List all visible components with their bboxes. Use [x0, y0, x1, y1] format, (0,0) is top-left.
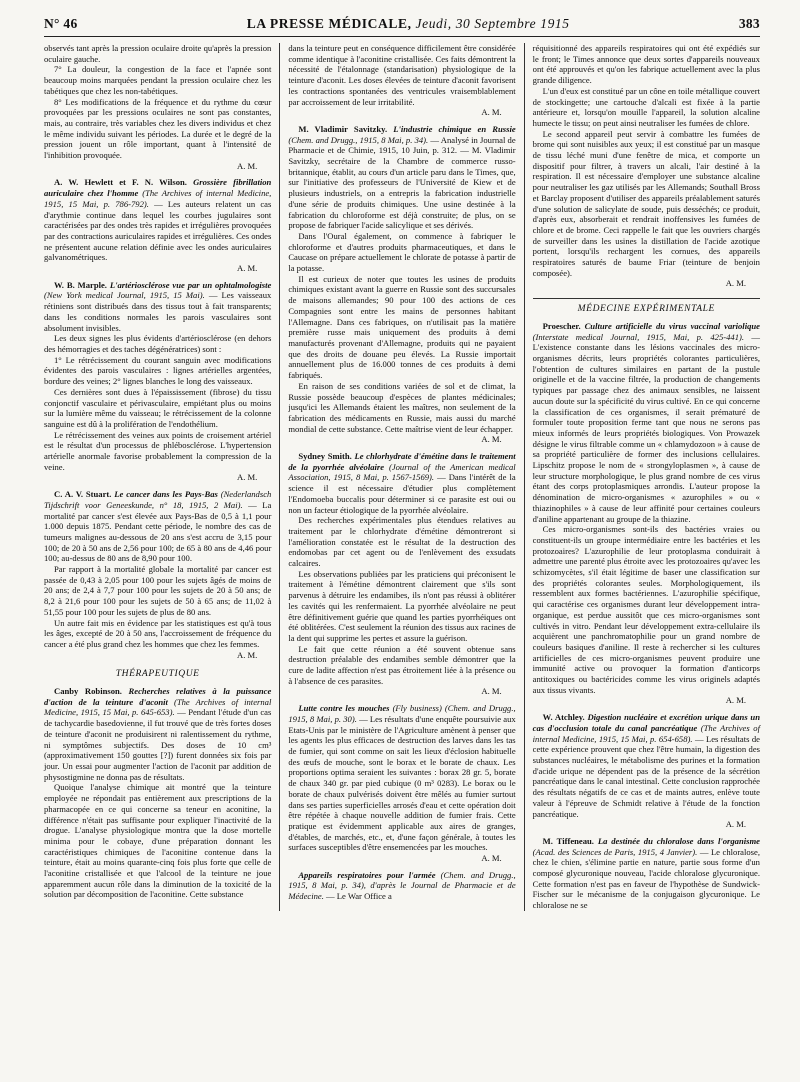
article-author: M. Tiffeneau. [542, 835, 594, 846]
article-source: (Fly business) (Chem. and Drugg., 1915, 8 Mai, p. 30). [288, 703, 516, 724]
article-author: A. W. Hewlett et F. N. Wilson. [54, 177, 187, 188]
article-author: C. A. V. Stuart. [54, 489, 112, 500]
paragraph: Les observations publiées par les praticiens qui préconisent le traitement à l'émétine démontrent clairement que s'ils sont parvenus à détruire les endamibes, ils n'ont pas réussi à oblitérer les cavités qui les renfermaient. La pyorrhée alvéolaire ne peut être définitivement guérie que quand les parties pyorrhéiques ont été oblitérées. C'est seulement la réunion des tissus aux racines de la dent qui supprime les pertes et assure la guérison. [288, 568, 516, 643]
signature: A. M. [481, 107, 502, 118]
masthead [44, 16, 760, 37]
article-text: Les résultats de cette expérience prouvent que chez l'être humain, la digestion des substances nucléaires, le métabolisme des purines et la formation d'acide urique ne dépendent pas de la présence de la sécrétion pancréatique dans le canal intestinal. Cette conclusion rapprochée des résultats négatifs de ce cas et de maints autres, enlève toute valeur à l'épreuve de Schmidt relative à l'étude de la fonction pancréatique. [532, 733, 760, 819]
article-author: Proescher. [542, 320, 581, 331]
signature: A. M. [237, 263, 258, 274]
signature: A. M. [237, 649, 258, 660]
paragraph: En raison de ses conditions variées de sol et de climat, la Russie possède beaucoup d'espèces de plantes médicinales; jusqu'ici les Allemands étaient les maîtres, non seulement de la fabrication des médicaments en Russie, mais aussi du marché mondial de cette substance. Cette maîtrise vient de leur échapper. [288, 380, 516, 434]
article-title: L'artériosclérose vue par un ophtalmologiste [109, 279, 272, 290]
paragraph: Par rapport à la mortalité globale la mortalité par cancer est passée de 0,43 à 2,05 pour 100 pour les sujets âgés de moins de 20 ans; de 2,4 à 7,7 pour 100 pour les sujets de 20 à 50 ans; de 8,2 à 21,6 pour 100 pour les sujets de 50 à 65 ans; de 11,02 à 51,55 pour 100 pour les sujets de plus de 80 ans. [44, 564, 272, 617]
section-heading-therapeutique: THÉRAPEUTIQUE [115, 669, 200, 680]
paragraph: Il est curieux de noter que toutes les usines de produits chimiques existant avant la guerre en Russie sont des succursales de maisons allemandes; 90 pour 100 des actions de ces Compagnies sont entre les mains de personnes habitant l'Allemagne. Dans ces fabriques, on n'utilisait pas la matière première russe mais uniquement des produits à demi manufacturés provenant d'Allemagne, produits qui ne payaient que des droits de douane peu élevés. La Russie importait annuellement plus de 16.000 tonnes de ces produits à demi fabriqués. [288, 273, 516, 381]
article-source: (Journal of the American medical Association, 1915, 8 Mai, p. 1567-1569). [288, 461, 516, 483]
article-title: Lutte contre les mouches [298, 703, 390, 714]
article-text: Les résultats d'une enquête poursuivie aux Etats-Unis par le ministère de l'Agriculture amènent à penser que les agents les plus efficaces de destruction des larves dans les tas de fumier, qui sont comme on sait les lieux d'éclosion habituelle des œufs de mouche, sont le borax et le borate de chaux. Les proportions optima seraient les suivantes : borax 28 gr. 5, borate de chaux 340 gr. par pied cubique (0 m³ 0283). Le borax ou le borate de chaux pulvérisés doivent être mêlés au fumier surtout dans ses parties superficielles arrosés d'eau et cette opération doit être répétée à chaque nouvelle addition de fumier frais. Cette pratique est évidemment applicable aux aires de granges, d'étables, de marchés, etc., et, d'une façon générale, à toutes les surfaces susceptibles d'être ensemencées par les mouches. [288, 713, 516, 853]
article-tiffeneau: M. Tiffeneau. La destinée du chloralose dans l'organisme (Acad. des Sciences de Paris, 1915, 4 Janvier). — Le chloralose, chez le chien, s'élimine partie en nature, partie sous forme d'un composé glycuronique nouveau, l'acide chloralose glycuronique. Cette formation n'est pas en faveur de l'hypothèse de Sundwick-Fischer sur le mécanisme de la conjugaison glycuronique. Le chloralose ne se [532, 835, 760, 911]
article-title: Digestion nucléaire et excrétion urique dans un cas d'occlusion totale du canal pancréatique [532, 712, 760, 733]
article-source: (Nederlandsch Tijdschrift voor Geneeskunde, n° 18, 1915, 2 Mai). [44, 489, 272, 510]
paragraph: Le fait que cette réunion a été souvent obtenue sans destruction préalable des endamibes semble démontrer que la cure de ladite affection n'est pas étroitement liée à la présence ou à l'absence de ces parasites. [288, 643, 516, 686]
paragraph: Le second appareil peut servir à combattre les fumées de brome qui sont nuisibles aux yeux; il est constitué par un masque de tissu léché muni d'une fenêtre de mica, et comporte un dispositif pour filtrer, à travers un alcali, l'air destiné à la respiration. Il est nécessaire d'employer une substance alcaline pour neutraliser les gaz utilisés par les Allemands; Southall Bross et Barclay proposent d'utiliser des appareils préalablement saturés d'une solution de salicylate de soude, puis desséchés; ce produit, d'après eux, absorberait et rendrait inoffensives les fumées de chlore et de brome. Ceci rappelle le fait que les ouvriers chargés de surveiller dans les usines la distillation de l'acide azotique portent, lorsqu'ils rechargent les cornues, des appareils respiratoires saturés de baume Friar (teinture de benjoin composée). [532, 128, 760, 278]
article-text: Les auteurs relatent un cas d'arythmie continue dans lequel les courbes jugulaires sont caractérisées par des ondes très rapides et irrégulières provoquées par des contractions auriculaires rapides et irrégulières. Ces ondes ne présentent aucune relation définie avec les ondes auriculaires galvanométriques. [44, 198, 272, 263]
article-source: (Acad. des Sciences de Paris, 1915, 4 Janvier). [532, 846, 698, 857]
issue-number: N° 46 [44, 16, 78, 31]
journal-title: LA PRESSE MÉDICALE [246, 16, 408, 31]
paragraph: réquisitionné des appareils respiratoires qui ont été expédiés sur le front; le Times annonce que deux sortes d'appareils nouveaux ont été approuvés et qu'on les fabrique actuellement avec la plus grande diligence. [532, 43, 760, 86]
columns [44, 43, 760, 911]
paragraph: Quoique l'analyse chimique ait montré que la teinture employée ne répondait pas entièrement aux prescriptions de la pharmacopée en ce qui concerne sa teneur en aconitine, la différence n'était pas suffisante pour expliquer l'inactivité de la drogue. L'analyse physiologique montra que la dose mortelle minima pour le cobaye, d'une préparation donnant les caractéristiques chimiques de l'aconitine contenue dans la teinture, était au moins quarante-cinq fois plus forte que celle de l'aconitine cristallisée et que l'alcool de la teinture ne joue apparemment aucun rôle dans la diminution de la toxicité de la solution par décomposition de l'aconitine. Cette substance [44, 782, 272, 900]
article-text: Les vaisseaux rétiniens sont distribués dans des tissus tout à fait transparents; dans les conditions normales les parois vasculaires sont absolument invisibles. [44, 290, 272, 333]
article-source: (New York medical Journal, 1915, 15 Mai). [44, 290, 205, 301]
signature: A. M. [237, 160, 258, 171]
article-title: Appareils respiratoires pour l'armée [298, 869, 436, 880]
article-smith: Sydney Smith. Le chlorhydrate d'émétine dans le traitement de la pyorrhée alvéolaire (Journal of the American medical Association, 1915, 8 Mai, p. 1567-1569). — Dans l'intérêt de la science il est nécessaire d'étudier plus complètement l'Endomoeba buccalis pour déterminer si ce parasite est oui ou non un facteur étiologique de la pyorrhée alvéolaire. Des recherches expérimentales plus étendues relatives au traitement par le chlorhydrate d'émétine démontreront si l'amélioration constatée est le résultat de la destruction des endomobas par cet agent ou de l'enlèvement des exsudats calcaires. Les observations publiées par les praticiens qui préconisent le traitement à l'émétine démontrent clairement que s'ils sont parvenus à détruire les endamibes, ils n'ont pas réussi à oblitérer les cavités qui les renfermaient. La pyorrhée alvéolaire ne peut être définitivement guérie que quand les parties pyorrhéiques ont été oblitérées. C'est seulement la réunion des tissus aux racines de la dent qui supprime les pertes et assure la guérison. Le fait que cette réunion a été souvent obtenue sans destruction préalable des endamibes semble démontrer que la cure de ladite affection n'est pas étroitement liée à la présence ou à l'absence de ces parasites. A. M. [288, 451, 516, 697]
signature: A. M. [481, 434, 502, 445]
article-savitzky: M. Vladimir Savitzky. L'industrie chimique en Russie (Chem. and Drugg., 1915, 8 Mai, p. 34). — Analysé in Journal de Pharmacie et de Chimie, 1915, 10 Juin, p. 312. — M. Vladimir Savitzky, secrétaire de la Chambre de commerce russo-britannique, établit, au cours d'un article paru dans le Times, que, sur l'initiative des professeurs de l'Université de Kiew et de plusieurs industriels, on a entrepris la fabrication industrielle d'une série de produits chimiques. Une usine destinée à la fabrication du chloroforme est déjà construite; de plus, on se propose de fabriquer l'acide salicylique et ses dérivés. Dans l'Oural également, on commence à fabriquer le chloroforme et d'autres produits pharmaceutiques, et dans le Caucase on prépare actuellement le chlorate de potasse à partir de la potasse. Il est curieux de noter que toutes les usines de produits chimiques existant avant la guerre en Russie sont des succursales de maisons allemandes; 90 pour 100 des actions de ces Compagnies sont entre les mains de personnes habitant l'Allemagne. Dans ces fabriques, on n'utilisait pas la matière première russe mais uniquement des produits à demi manufacturés provenant d'Allemagne, produits qui ne payaient que des droits de douane peu élevés. La Russie importait annuellement plus de 16.000 tonnes de ces produits à demi fabriqués. En raison de ses conditions variées de sol et de climat, la Russie possède beaucoup d'espèces de plantes médicinales; jusqu'ici les Allemands étaient les maîtres, non seulement de la fabrication des médicaments en Russie, mais aussi du marché mondial de cette substance. Cette maîtrise vient de leur échapper. A. M. [288, 123, 516, 445]
paragraph: Le rétrécissement des veines aux points de croisement artériel est le résultat d'un processus de phlébosclérose. L'hypertension artérielle anormale favorise probablement la compression de la veine. [44, 429, 272, 472]
article-title: Le chlorhydrate d'émétine dans le traitement de la pyorrhée alvéolaire [288, 451, 516, 472]
paragraph: Dans l'Oural également, on commence à fabriquer le chloroforme et d'autres produits pharmaceutiques, et dans le Caucase on prépare actuellement le chlorate de potasse à partir de la potasse. [288, 230, 516, 274]
article-source: (Chem. and Drugg., 1915, 8 Mai, p. 34). [288, 134, 429, 145]
article-hewlett: A. W. Hewlett et F. N. Wilson. Grossière fibrillation auriculaire chez l'homme (The Archives of internal Medicine, 1915, 15 Mai, p. 786-792). — Les auteurs relatent un cas d'arythmie continue dans lequel les courbes jugulaires sont caractérisées par des ondes très rapides et irrégulières provoquées par des contractions auriculaires rapides et irrégulières. Ces ondes ne présentent aucune relation définie avec les ondes auriculaires galvanométriques. A. M. [44, 177, 272, 274]
article-title: L'industrie chimique en Russie [393, 123, 516, 134]
section-heading-medecine-experimentale: MÉDECINE EXPÉRIMENTALE [533, 298, 760, 315]
article-mouches: Lutte contre les mouches (Fly business) (Chem. and Drugg., 1915, 8 Mai, p. 30). — Les résultats d'une enquête poursuivie aux Etats-Unis par le ministère de l'Agriculture amènent à penser que les agents les plus efficaces de destruction des larves dans les tas de fumier, qui sont comme on sait les lieux d'éclosion habituelle des œufs de mouche, sont le borax et le borate de chaux. Les proportions optima seraient les suivantes : borax 28 gr. 5, borate de chaux 340 gr. par pied cubique (0 m³ 0283). Le borax ou le borate de chaux pulvérisés doivent être mêlés au fumier surtout dans ses parties superficielles arrosés d'eau et cette opération doit être répétée à chaque nouvelle addition de fumier frais. Cette pratique est évidemment applicable aux aires de granges, d'étables, de marchés, etc., et, d'une façon générale, à toutes les surfaces susceptibles d'être ensemencées par les mouches. A. M. [288, 703, 516, 864]
article-text: Dans l'intérêt de la science il est nécessaire d'étudier plus complètement l'Endomoeba buccalis pour déterminer si ce parasite est oui ou non un facteur étiologique de la pyorrhée alvéolaire. [288, 472, 516, 515]
article-source: (The Archives of internal Medicine, 1915, 15 Mai, p. 654-658). [532, 722, 760, 744]
article-appareils: Appareils respiratoires pour l'armée (Chem. and Drugg., 1915, 8 Mai, p. 34), d'après le Journal de Pharmacie et de Médecine. — Le War Office a [288, 869, 516, 902]
article-text: Le War Office a [336, 891, 392, 902]
article-title: Recherches relatives à la puissance d'action de la teinture d'aconit [44, 686, 272, 707]
column-1 [44, 43, 271, 911]
paragraph: Ces micro-organismes sont-ils des bactéries vraies ou constituent-ils un groupe intermédiaire entre les bactéries et les protozoaires? L'azurophilie de leur protoplasma conduirait à admettre une parenté plus étroite avec les protozoaires qu'avec les schizomycètes, s'il était légitime de baser une classification sur des propriétés colorantes seules. Morphologiquement, ils ressemblent aux formes bactériennes. L'azurophilie spécifique, qui caractérise ces organismes durant leur développement intra-organique, est perdue aussitôt que ces micro-organismes sont cultivés in vitro. Pendant leur développement extra-cellulaire ils acquièrent une panchromatophilie pour un grand nombre de couleurs basiques d'aniline. Il reste à rechercher si les cultures artificielles de ces micro-organismes peuvent produire une immunité active ou provoquer la formation d'anticorps antitoxiques ou bactéricides comme les virus originels adaptés aux tissus vivants. [532, 524, 760, 695]
signature: A. M. [481, 686, 502, 697]
article-title: Culture artificielle du virus vaccinal variolique [584, 320, 760, 331]
article-text: Pendant l'étude d'un cas de tachycardie basedovienne, il fut trouvé que de très fortes doses de teinture d'aconit ne produisirent ni ralentissement du rythme, ni symptômes subjectifs. Des doses de 10 cm³ (approximativement 150 gouttes [?]) furent données six fois par jour. Un essai pour augmenter l'action de l'aconit par addition de physostigmine ne donna pas de résultats. [44, 707, 272, 782]
article-title: La destinée du chloralose dans l'organisme [597, 835, 760, 846]
article-title: Grossière fibrillation auriculaire chez l'homme [44, 177, 272, 199]
signature: A. M. [725, 819, 746, 830]
article-source: (Interstate medical Journal, 1915, Mai, p. 425-441). [532, 331, 745, 342]
page-number: 383 [738, 16, 760, 31]
paragraph: 7° La douleur, la congestion de la face et l'apnée sont beaucoup moins marquées pendant la pression oculaire chez les tabétiques que chez les non-tabétiques. [44, 64, 272, 96]
signature: A. M. [725, 695, 746, 706]
article-text: Le chloralose, chez le chien, s'élimine partie en nature, partie sous forme d'un composé glycuronique nouveau, l'acide chloralose glycuronique. Cette formation n'est pas en faveur de l'hypothèse de Sundwick-Fischer sur le mécanisme de la conjugaison glycuronique. Le chloralose ne se [532, 846, 760, 911]
paragraph: dans la teinture peut en conséquence difficilement être considérée comme identique à l'aconitine cristallisée. Ces faits démontrent la nécessité de l'étalonnage (standarisation) physiologique de la teinture d'aconit. Les doses élevées de teinture d'aconit favorisent les contractions spontanées des ventricules vraisemblablement par accroissement de leur irritabilité. [288, 43, 516, 107]
paragraph: observés tant après la pression oculaire droite qu'après la pression oculaire gauche. [44, 43, 272, 64]
article-text: Analysé in Journal de Pharmacie et de Chimie, 1915, 10 Juin, p. 312. — M. Vladimir Savitzky, secrétaire de la Chambre de commerce russo-britannique, établit, au cours d'un article paru dans le Times, que, sur l'initiative des professeurs de l'Université de Kiew et de plusieurs industriels, on a entrepris la fabrication industrielle d'une série de produits chimiques. Une usine destinée à la fabrication du chloroforme est déjà construite; de plus, on se propose de fabriquer l'acide salicylique et ses dérivés. [288, 134, 516, 231]
article-title: Le cancer dans les Pays-Bas [114, 489, 218, 500]
article-robinson: Canby Robinson. Recherches relatives à la puissance d'action de la teinture d'aconit (The Archives of internal Medicine, 1915, 15 Mai, p. 645-653). — Pendant l'étude d'un cas de tachycardie basedovienne, il fut trouvé que de très fortes doses de teinture d'aconit ne produisirent ni ralentissement du rythme, ni symptômes subjectifs. Des doses de 10 cm³ (approximativement 150 gouttes [?]) furent données six fois par jour. Un essai pour augmenter l'action de l'aconit par addition de physostigmine ne donna pas de résultats. Quoique l'analyse chimique ait montré que la teinture employée ne répondait pas entièrement aux prescriptions de la pharmacopée en ce qui concerne sa teneur en aconitine, la différence n'était pas suffisante pour expliquer l'inactivité de la drogue. L'analyse physiologique montra que la dose mortelle minima pour le cobaye, d'une préparation donnant les caractéristiques chimiques de l'aconitine contenue dans la teinture, était au moins quarante-cinq fois plus forte que celle de l'aconitine cristallisée et que l'alcool de la teinture ne joue apparemment aucun rôle dans la diminution de la toxicité de la solution par décomposition de l'aconitine. Cette substance [44, 686, 272, 900]
article-source: (The Archives of internal Medicine, 1915, 15 Mai, p. 645-653). [44, 696, 272, 718]
paragraph: Ces dernières sont dues à l'épaississement (fibrose) du tissu conjonctif vasculaire et périvasculaire, empiétant plus ou moins sur la lumière même du vaisseau; le rétrécissement de la colonne sanguine est dû à la prolifération de l'endothélium. [44, 386, 272, 429]
issue-date: Jeudi, 30 Septembre 1915 [415, 16, 570, 31]
article-author: Sydney Smith. [298, 451, 352, 462]
signature: A. M. [237, 472, 258, 483]
article-author: M. Vladimir Savitzky. [298, 123, 388, 134]
article-atchley: W. Atchley. Digestion nucléaire et excrétion urique dans un cas d'occlusion totale du canal pancréatique (The Archives of internal Medicine, 1915, 15 Mai, p. 654-658). — Les résultats de cette expérience prouvent que chez l'être humain, la digestion des substances nucléaires, le métabolisme des purines et la formation d'acide urique ne dépendent pas de la présence de la sécrétion pancréatique dans le canal intestinal. Cette conclusion rapprochée des résultats négatifs de ce cas et de maints autres, enlève toute valeur à l'épreuve de Schmidt relative à l'étude de la fonction pancréatique. A. M. [532, 712, 760, 830]
article-proescher: Proescher. Culture artificielle du virus vaccinal variolique (Interstate medical Journal, 1915, Mai, p. 425-441). — L'existence constante dans les lésions vaccinales des micro-organismes décrits, leurs propriétés colorantes particulières, l'obtention de cultures similaires en partant de la pustule originelle et de la vaccine filtrée, la production de changements typiques par passage chez des animaux sensibles, ne laissent aucun doute sur la spécificité du virus cultivé. En ce qui concerne la classification de ces organismes, il serait prématuré de formuler toute proposition ferme tant que nous ne serons pas mieux informés de leurs propriétés biologiques. Von Prowazek désigne le virus filtrable comme un « chlamydozoon » à cause de sa propriété particulière de former des inclusions cellulaires. Lipschitz propose le nom de « strongyloplasmen », à cause de leur structure morphologique, le plus grand nombre de ces virus étant des corps protoplasmiques arrondis. L'auteur propose la dénomination de micro-organismes « azurophiles » ou « thiazinophiles » à cause de leur affinité pour certaines couleurs d'aniline appartenant au groupe de la thiazine. Ces micro-organismes sont-ils des bactéries vraies ou constituent-ils un groupe intermédiaire entre les bactéries et les protozoaires? L'azurophilie de leur protoplasma conduirait à admettre une parenté plus étroite avec les protozoaires qu'avec les schizomycètes, s'il était légitime de baser une classification sur des propriétés colorantes seules. Morphologiquement, ils ressemblent aux formes bactériennes. L'azurophilie spécifique, qui caractérise ces organismes durant leur développement intra-organique, est perdue aussitôt que ces micro-organismes sont cultivés in vitro. Pendant leur développement extra-cellulaire ils acquièrent une panchromatophilie pour un grand nombre de couleurs basiques d'aniline. Il reste à rechercher si les cultures artificielles de ces micro-organismes peuvent produire une immunité active ou provoquer la formation d'anticorps antitoxiques ou bactéricides comme les virus originels adaptés aux tissus vivants. A. M. [532, 320, 760, 706]
article-author: W. Atchley. [542, 712, 585, 723]
signature: A. M. [481, 853, 502, 864]
column-3 [524, 43, 760, 911]
column-2 [279, 43, 515, 911]
paragraph: L'un d'eux est constitué par un cône en toile métallique couvert de stockingette; une cartouche d'alcali est fixée à la partie antérieure et, lorsqu'on mouille l'appareil, la solution alcaline humecte le tissu; on peut ainsi neutraliser les fumées de chlore. [532, 85, 760, 128]
article-text: La mortalité par cancer s'est élevée aux Pays-Bas de 0,5 à 1,1 pour 1.000 depuis 1875. Pendant cette période, le nombre des cas de tumeurs malignes au-dessous de 20 ans s'est accru de 3,15 pour 100; de 20 à 50 ans de 2,56 pour 100; de 65 à 80 ans de 4,46 pour 100; au-dessus de 80 ans de 8,90 pour 100. [44, 499, 272, 564]
journal-dateline: LA PRESSE MÉDICALE, Jeudi, 30 Septembre 1915 [246, 16, 570, 31]
article-author: W. B. Marple. [54, 279, 107, 290]
paragraph: 1° Le rétrécissement du courant sanguin avec modifications évidentes des parois vasculaires : lignes artérielles argentées, bordure des veines; 2° lignes blanches le long des vaisseaux. [44, 354, 272, 387]
article-text: L'existence constante dans les lésions vaccinales des micro-organismes décrits, leurs propriétés colorantes particulières, l'obtention de cultures similaires en partant de la pustule originelle et de la vaccine filtrée, la production de changements typiques par passage chez des animaux sensibles, ne laissent aucun doute sur la spécificité du virus cultivé. En ce qui concerne la classification de ces organismes, il serait prématuré de formuler toute proposition ferme tant que nous ne serons pas mieux informés de leurs propriétés biologiques. Von Prowazek désigne le virus filtrable comme un « chlamydozoon » à cause de sa propriété particulière de former des inclusions cellulaires. Lipschitz propose le nom de « strongyloplasmen », à cause de leur structure morphologique, le plus grand nombre de ces virus étant des corps protoplasmiques arrondis. L'auteur propose la dénomination de micro-organismes « azurophiles » ou « thiazinophiles » à cause de leur affinité pour certaines couleurs d'aniline appartenant au groupe de la thiazine. [532, 342, 760, 524]
article-author: Canby Robinson. [54, 686, 122, 697]
article-source: (The Archives of internal Medicine, 1915, 15 Mai, p. 786-792). [44, 188, 272, 209]
paragraph: Les deux signes les plus évidents d'artériosclérose (en dehors des hémorragies et des taches dégénératrices) sont : [44, 333, 272, 354]
article-stuart: C. A. V. Stuart. Le cancer dans les Pays-Bas (Nederlandsch Tijdschrift voor Geneeskunde, n° 18, 1915, 2 Mai). — La mortalité par cancer s'est élevée aux Pays-Bas de 0,5 à 1,1 pour 1.000 depuis 1875. Pendant cette période, le nombre des cas de tumeurs malignes au-dessous de 20 ans s'est accru de 3,15 pour 100; de 20 à 50 ans de 2,56 pour 100; de 65 à 80 ans de 4,46 pour 100; au-dessus de 80 ans de 8,90 pour 100. Par rapport à la mortalité globale la mortalité par cancer est passée de 0,43 à 2,05 pour 100 pour les sujets âgés de moins de 20 ans; de 2,4 à 7,7 pour 100 pour les sujets de 20 à 50 ans; de 8,2 à 21,6 pour 100 pour les sujets de 50 à 65 ans; de 11,02 à 51,55 pour 100 pour les sujets de plus de 80 ans. Un autre fait mis en évidence par les statistiques est qu'à tous les âges, excepté de 20 à 50 ans, l'accroissement de fréquence du cancer a été plus grand chez les hommes que chez les femmes. A. M. [44, 489, 272, 660]
article-marple: W. B. Marple. L'artériosclérose vue par un ophtalmologiste (New York medical Journal, 1915, 15 Mai). — Les vaisseaux rétiniens sont distribués dans des tissus tout à fait transparents; dans les conditions normales les parois vasculaires sont absolument invisibles. Les deux signes les plus évidents d'artériosclérose (en dehors des hémorragies et des taches dégénératrices) sont : 1° Le rétrécissement du courant sanguin avec modifications évidentes des parois vasculaires : lignes artérielles argentées, bordure des veines; 2° lignes blanches le long des vaisseaux. Ces dernières sont dues à l'épaississement (fibrose) du tissu conjonctif vasculaire et périvasculaire, empiétant plus ou moins sur la lumière même du vaisseau; le rétrécissement de la colonne sanguine est dû à la prolifération de l'endothélium. Le rétrécissement des veines aux points de croisement artériel est le résultat d'un processus de phlébosclérose. L'hypertension artérielle anormale favorise probablement la compression de la veine. A. M. [44, 279, 272, 483]
article-source: (Chem. and Drugg., 1915, 8 Mai, p. 34), d'après le Journal de Pharmacie et de Médecine. [288, 869, 516, 902]
signature: A. M. [725, 278, 746, 289]
paragraph: Des recherches expérimentales plus étendues relatives au traitement par le chlorhydrate d'émétine démontreront si l'amélioration constatée est le résultat de la destruction des endomobas par cet agent ou de l'enlèvement des exsudats calcaires. [288, 515, 516, 569]
paragraph: Un autre fait mis en évidence par les statistiques est qu'à tous les âges, excepté de 20 à 50 ans, l'accroissement de fréquence du cancer a été plus grand chez les hommes que chez les femmes. [44, 617, 272, 649]
paragraph: 8° Les modifications de la fréquence et du rythme du cœur provoquées par les pressions oculaires ne sont pas constantes, mais, au contraire, très variables chez les divers individus et chez le même individu suivant les périodes. La durée et le degré de la pression jouent un rôle important, quant à l'intensité de l'inhibition provoquée. [44, 96, 272, 161]
